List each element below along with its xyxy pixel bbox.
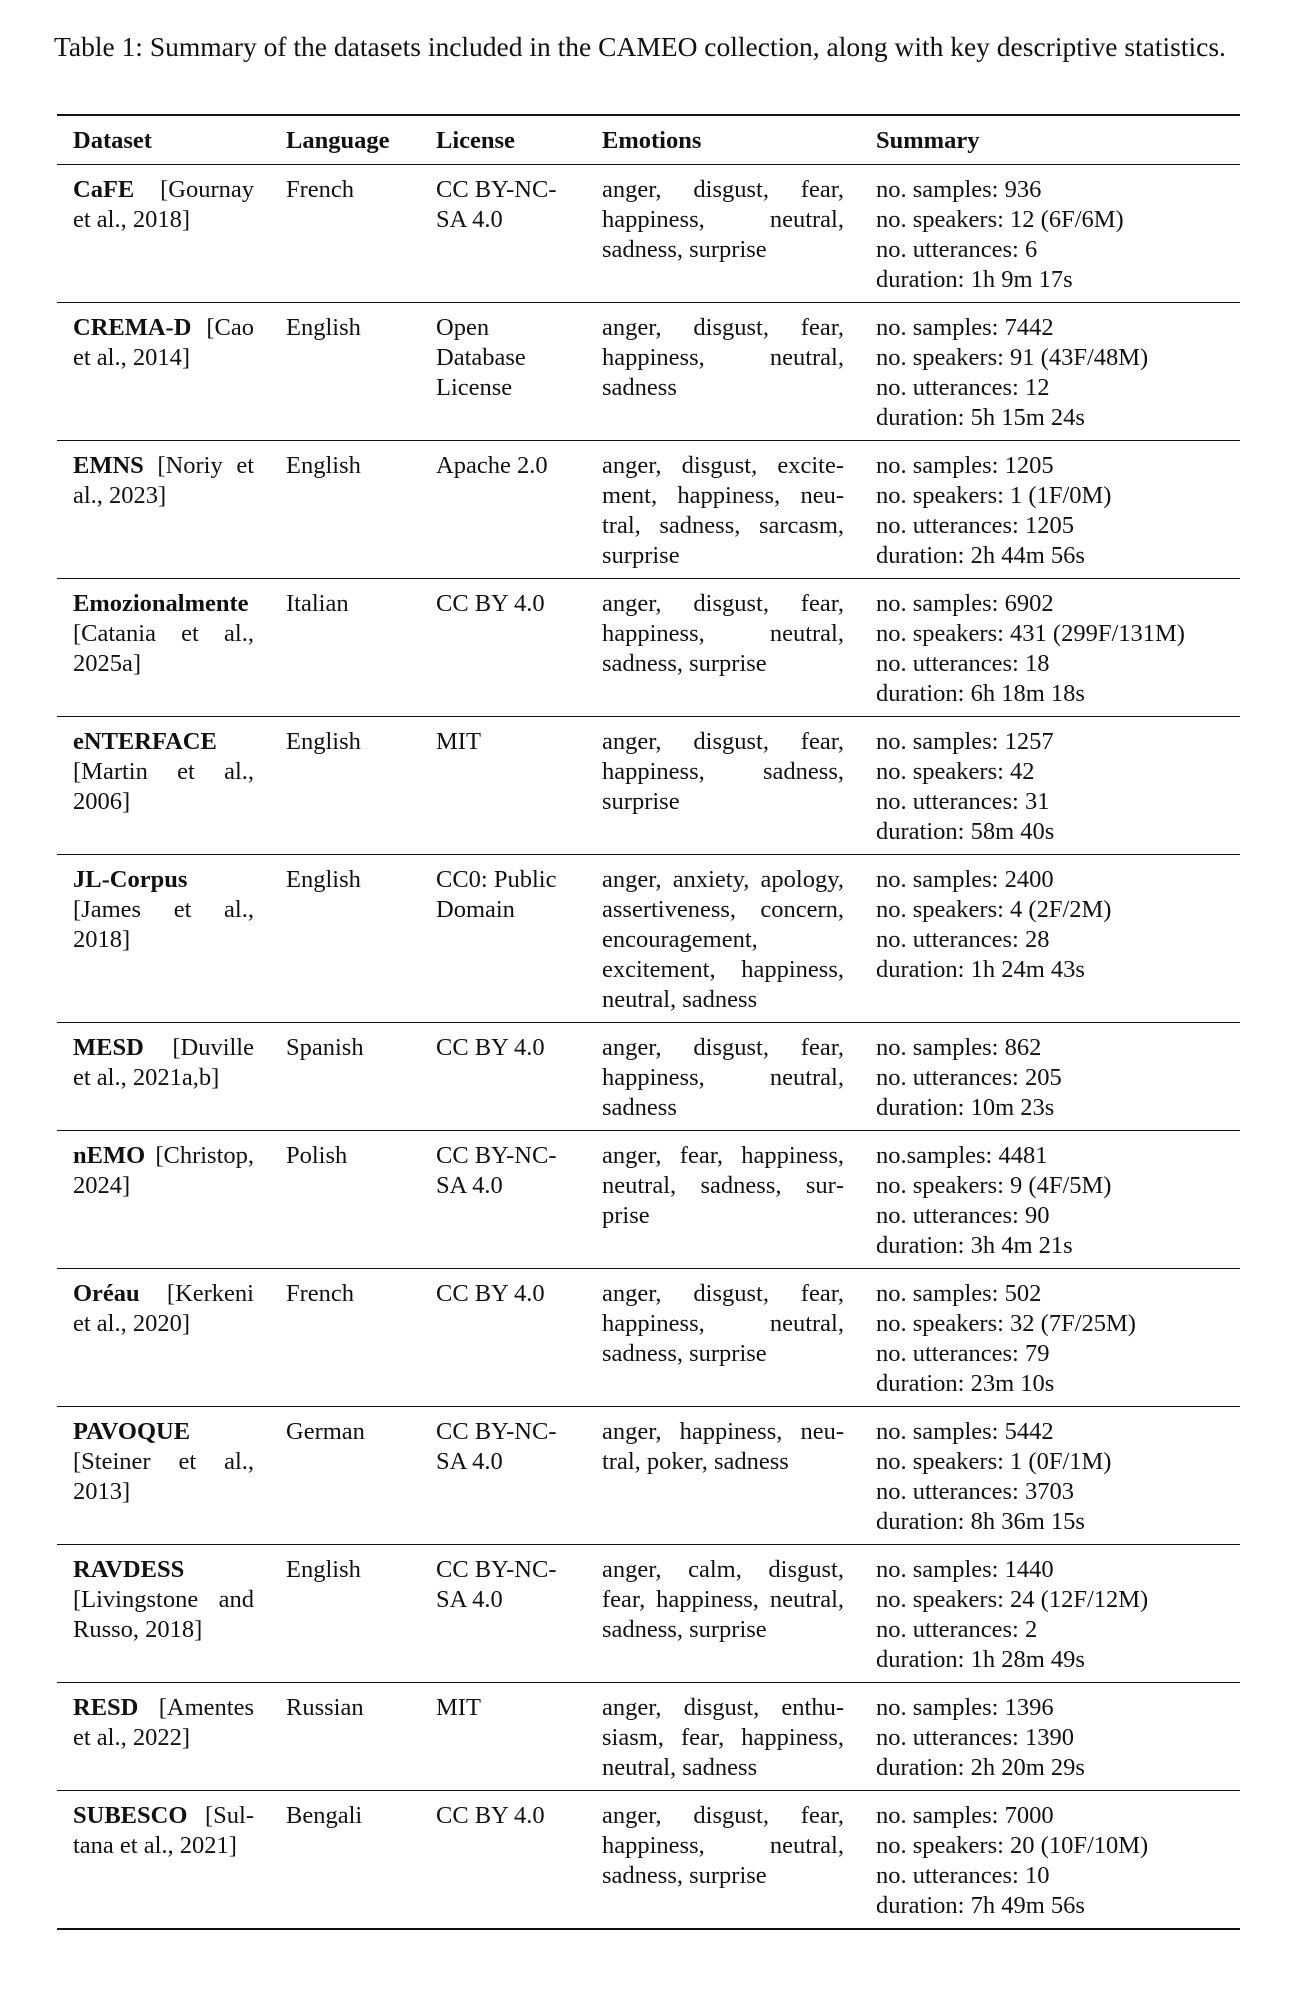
language-cell: English [286, 1556, 361, 1583]
language-cell: English [286, 866, 361, 893]
table-row [57, 1791, 1240, 1930]
summary-line: no.samples: 4481 [876, 1142, 1048, 1169]
summary-line: no. samples: 1257 [876, 728, 1054, 755]
summary-line: no. utterances: 1205 [876, 512, 1074, 539]
language-cell: Polish [286, 1142, 348, 1169]
dataset-citation: [Amentes et al., 2022] [73, 1694, 254, 1751]
dataset-name: CREMA-D [73, 314, 192, 341]
table-row [57, 579, 1240, 717]
language-cell: Italian [286, 590, 349, 617]
summary-line: duration: 1h 9m 17s [876, 266, 1073, 293]
summary-cell [860, 441, 1240, 579]
dataset-citation: [Kerkeni et al., 2020] [73, 1280, 254, 1337]
summary-line: no. utterances: 79 [876, 1340, 1050, 1367]
summary-line: no. speakers: 4 (2F/2M) [876, 896, 1112, 923]
license-cell: CC BY 4.0 [436, 1034, 545, 1061]
dataset-cell [57, 855, 270, 1023]
summary-cell [860, 1791, 1240, 1930]
license-cell: CC BY-NC-SA 4.0 [436, 1418, 557, 1475]
summary-cell [860, 165, 1240, 303]
language-cell: Spanish [286, 1034, 364, 1061]
summary-line: no. samples: 936 [876, 176, 1042, 203]
dataset-name: EMNS [73, 452, 144, 479]
dataset-name: nEMO [73, 1142, 146, 1169]
dataset-cell [57, 1407, 270, 1545]
table-row [57, 303, 1240, 441]
summary-line: duration: 8h 36m 15s [876, 1508, 1085, 1535]
dataset-name: RESD [73, 1694, 139, 1721]
summary-line: duration: 6h 18m 18s [876, 680, 1085, 707]
license-cell: CC BY-NC-SA 4.0 [436, 176, 557, 233]
summary-cell [860, 1269, 1240, 1407]
summary-line: no. samples: 1205 [876, 452, 1054, 479]
summary-line: no. samples: 1440 [876, 1556, 1054, 1583]
table-row [57, 441, 1240, 579]
dataset-name: PAVOQUE [73, 1418, 191, 1445]
dataset-name: Emozionalmente [73, 590, 249, 617]
dataset-citation: [Cao et al., 2014] [73, 314, 254, 371]
summary-line: no. speakers: 42 [876, 758, 1035, 785]
summary-line: no. utterances: 205 [876, 1064, 1062, 1091]
header-dataset: Dataset [73, 127, 152, 154]
dataset-citation: [Catania et al., 2025a] [73, 620, 254, 677]
dataset-citation: [Steiner et al., 2013] [73, 1448, 254, 1505]
table-row [57, 855, 1240, 1023]
dataset-name: eNTERFACE [73, 728, 217, 755]
summary-cell [860, 855, 1240, 1023]
emotions-cell: anger, disgust, fear, happiness, neutral, sadness, surprise [602, 176, 844, 263]
dataset-citation: [Gournay et al., 2018] [73, 176, 254, 233]
summary-line: no. utterances: 10 [876, 1862, 1050, 1889]
dataset-cell [57, 1791, 270, 1930]
table-row [57, 1023, 1240, 1131]
summary-cell [860, 303, 1240, 441]
language-cell: German [286, 1418, 365, 1445]
header-row [57, 115, 1240, 165]
summary-cell [860, 579, 1240, 717]
header-emotions: Emotions [602, 127, 702, 154]
license-cell: CC BY 4.0 [436, 590, 545, 617]
language-cell: Bengali [286, 1802, 363, 1829]
summary-line: no. utterances: 28 [876, 926, 1050, 953]
summary-line: duration: 3h 4m 21s [876, 1232, 1073, 1259]
summary-line: duration: 1h 24m 43s [876, 956, 1085, 983]
dataset-name: Oréau [73, 1280, 140, 1307]
dataset-citation: [Livingstone and Russo, 2018] [73, 1586, 254, 1643]
license-cell: Apache 2.0 [436, 452, 548, 479]
dataset-citation: [James et al., 2018] [73, 896, 254, 953]
dataset-cell [57, 303, 270, 441]
language-cell: English [286, 728, 361, 755]
header-language: Language [286, 127, 390, 154]
dataset-citation: [Martin et al., 2006] [73, 758, 254, 815]
emotions-cell: anger, disgust, excitement, happiness, neutral, sadness, sarcasm, surprise [602, 452, 844, 569]
language-cell: French [286, 176, 355, 203]
table-row [57, 1683, 1240, 1791]
summary-line: no. utterances: 2 [876, 1616, 1038, 1643]
summary-line: duration: 58m 40s [876, 818, 1055, 845]
license-cell: Open Database License [436, 314, 526, 401]
header-summary: Summary [876, 127, 980, 154]
summary-line: no. samples: 502 [876, 1280, 1042, 1307]
dataset-cell [57, 717, 270, 855]
dataset-citation: [Noriy et al., 2023] [73, 452, 255, 509]
summary-line: no. speakers: 12 (6F/6M) [876, 206, 1124, 233]
summary-line: no. samples: 862 [876, 1034, 1042, 1061]
dataset-citation: [Christop, 2024] [73, 1142, 254, 1199]
dataset-cell [57, 1269, 270, 1407]
summary-line: duration: 1h 28m 49s [876, 1646, 1085, 1673]
summary-line: no. utterances: 31 [876, 788, 1050, 815]
emotions-cell: anger, disgust, fear, happiness, neutral, sadness, surprise [602, 590, 844, 677]
emotions-cell: anger, fear, happiness, neutral, sadness, surprise [602, 1142, 844, 1229]
summary-line: no. utterances: 12 [876, 374, 1050, 401]
summary-line: no. speakers: 32 (7F/25M) [876, 1310, 1136, 1337]
dataset-cell [57, 1683, 270, 1791]
summary-line: no. speakers: 9 (4F/5M) [876, 1172, 1112, 1199]
summary-cell [860, 717, 1240, 855]
summary-cell [860, 1683, 1240, 1791]
language-cell: French [286, 1280, 355, 1307]
license-cell: CC BY 4.0 [436, 1280, 545, 1307]
dataset-cell [57, 1131, 270, 1269]
table-row [57, 1269, 1240, 1407]
table-row [57, 717, 1240, 855]
summary-line: no. samples: 2400 [876, 866, 1054, 893]
summary-line: no. speakers: 91 (43F/48M) [876, 344, 1149, 371]
emotions-cell: anger, disgust, fear, happiness, neutral, sadness, surprise [602, 1280, 844, 1367]
dataset-citation: [Sultana et al., 2021] [73, 1802, 254, 1859]
emotions-cell: anger, happiness, neutral, poker, sadness [602, 1418, 844, 1475]
dataset-name: MESD [73, 1034, 144, 1061]
dataset-name: SUBESCO [73, 1802, 188, 1829]
summary-line: no. utterances: 3703 [876, 1478, 1074, 1505]
language-cell: Russian [286, 1694, 364, 1721]
dataset-cell [57, 579, 270, 717]
summary-cell [860, 1545, 1240, 1683]
dataset-name: RAVDESS [73, 1556, 185, 1583]
summary-cell [860, 1131, 1240, 1269]
summary-line: duration: 7h 49m 56s [876, 1892, 1085, 1919]
summary-line: duration: 10m 23s [876, 1094, 1055, 1121]
summary-line: no. samples: 7000 [876, 1802, 1054, 1829]
summary-line: no. samples: 1396 [876, 1694, 1054, 1721]
summary-line: no. utterances: 6 [876, 236, 1038, 263]
table-row [57, 1131, 1240, 1269]
emotions-cell: anger, anxiety, apology, assertiveness, concern, encouragement, excitement, happiness, neutral, sadness [602, 866, 844, 1013]
summary-line: no. speakers: 431 (299F/131M) [876, 620, 1185, 647]
table-body [57, 165, 1240, 1930]
summary-line: duration: 23m 10s [876, 1370, 1055, 1397]
license-cell: CC BY-NC-SA 4.0 [436, 1556, 557, 1613]
language-cell: English [286, 452, 361, 479]
dataset-name: JL-Corpus [73, 866, 188, 893]
summary-line: no. samples: 7442 [876, 314, 1054, 341]
summary-line: no. samples: 5442 [876, 1418, 1054, 1445]
summary-line: no. samples: 6902 [876, 590, 1054, 617]
emotions-cell: anger, calm, disgust, fear, happiness, neutral, sadness, surprise [602, 1556, 844, 1643]
summary-line: no. utterances: 1390 [876, 1724, 1074, 1751]
summary-line: no. utterances: 90 [876, 1202, 1050, 1229]
summary-cell [860, 1407, 1240, 1545]
summary-cell [860, 1023, 1240, 1131]
summary-line: duration: 2h 20m 29s [876, 1754, 1085, 1781]
dataset-cell [57, 1545, 270, 1683]
license-cell: CC BY 4.0 [436, 1802, 545, 1829]
summary-line: no. utterances: 18 [876, 650, 1050, 677]
license-cell: CC0: Public Domain [436, 866, 557, 923]
summary-line: no. speakers: 1 (0F/1M) [876, 1448, 1112, 1475]
table-row [57, 165, 1240, 303]
emotions-cell: anger, disgust, fear, happiness, sadness, surprise [602, 728, 844, 815]
license-cell: MIT [436, 728, 481, 755]
dataset-cell [57, 441, 270, 579]
summary-line: duration: 5h 15m 24s [876, 404, 1085, 431]
summary-line: no. speakers: 1 (1F/0M) [876, 482, 1112, 509]
dataset-cell [57, 165, 270, 303]
dataset-cell [57, 1023, 270, 1131]
license-cell: CC BY-NC-SA 4.0 [436, 1142, 557, 1199]
summary-line: no. speakers: 24 (12F/12M) [876, 1586, 1149, 1613]
emotions-cell: anger, disgust, fear, happiness, neutral, sadness, surprise [602, 1802, 844, 1889]
dataset-citation: [Duville et al., 2021a,b] [73, 1034, 254, 1091]
summary-line: duration: 2h 44m 56s [876, 542, 1085, 569]
dataset-name: CaFE [73, 176, 135, 203]
emotions-cell: anger, disgust, fear, happiness, neutral, sadness [602, 314, 844, 401]
summary-line: no. speakers: 20 (10F/10M) [876, 1832, 1149, 1859]
emotions-cell: anger, disgust, enthusiasm, fear, happiness, neutral, sadness [602, 1694, 844, 1781]
table-row [57, 1545, 1240, 1683]
datasets-table [57, 114, 1240, 1930]
license-cell: MIT [436, 1694, 481, 1721]
header-license: License [436, 127, 515, 154]
table-row [57, 1407, 1240, 1545]
emotions-cell: anger, disgust, fear, happiness, neutral, sadness [602, 1034, 844, 1121]
language-cell: English [286, 314, 361, 341]
table-caption: Table 1: Summary of the datasets included in the CAMEO collection, along with key descriptive statistics. [54, 31, 1226, 62]
